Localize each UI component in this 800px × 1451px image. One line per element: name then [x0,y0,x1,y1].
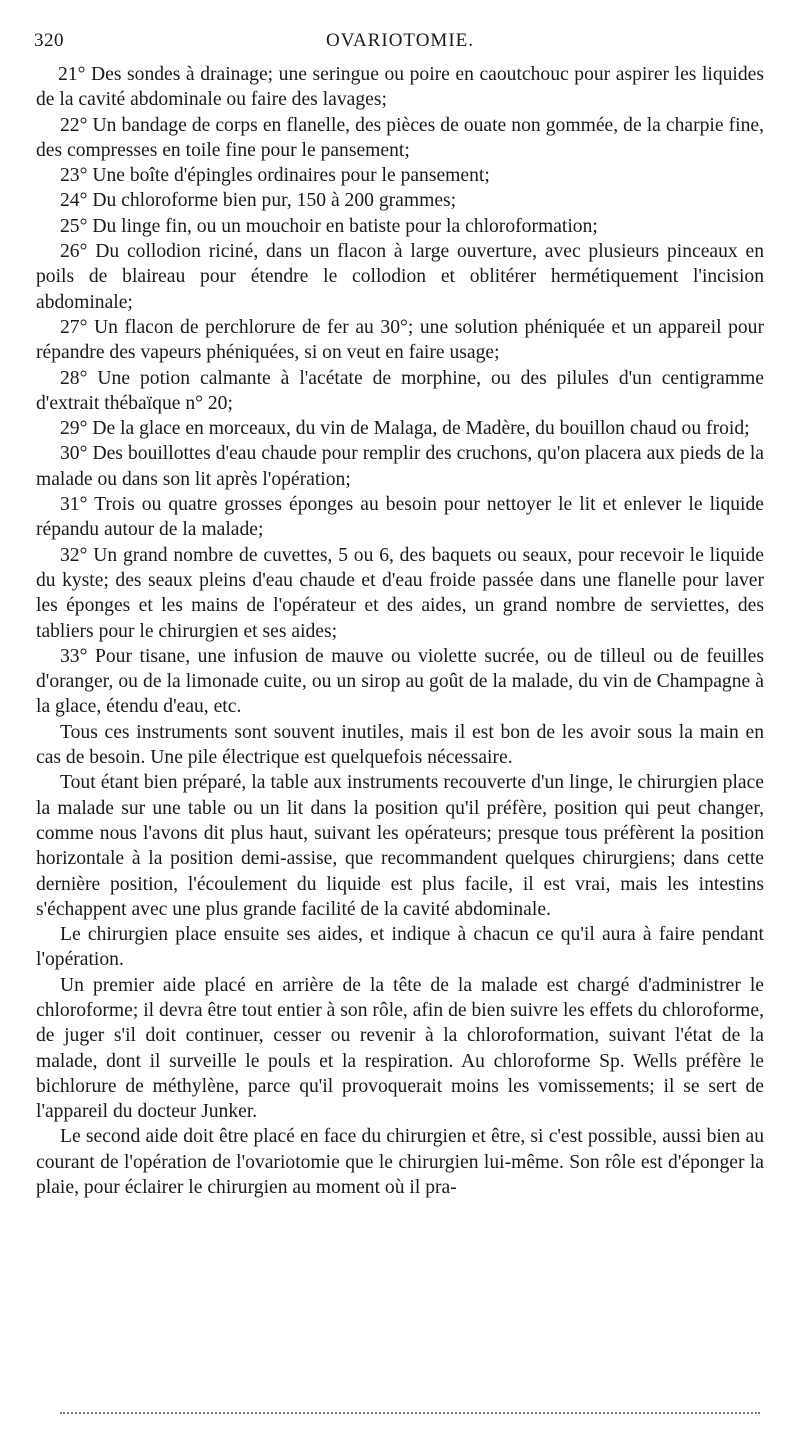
list-item-24: 24° Du chloroforme bien pur, 150 à 200 grammes; [60,190,457,212]
page-header [34,30,766,56]
paragraph-first-aide: Un premier aide placé en arrière de la tête de la malade est chargé d'administrer le chloroforme; il devra être tout entier à son rôle, afin de bien suivre les effets du chloroforme, de juger s'il doit continuer, cesser ou revenir à la chloroformation, suivant l'état de la malade, dont il surveille le pouls et la respiration. Au chloroforme Sp. Wells préfère le bichlorure de méthylène, parce qu'il provoquerait moins les vomissements; il se sert de l'appareil du docteur Junker. [36,974,764,1123]
paragraph-second-aide: Le second aide doit être placé en face du chirurgien et être, si c'est possible, aussi bien au courant de l'opération de l'ovariotomie que le chirurgien lui-même. Son rôle est d'éponger la plaie, pour éclairer le chirurgien au moment où il pra- [36,1126,764,1199]
list-item-28: 28° Une potion calmante à l'acétate de morphine, ou des pilules d'un centigramme d'extrait thébaïque n° 20; [36,367,764,414]
list-item-27: 27° Un flacon de perchlorure de fer au 30°; une solution phéniquée et un appareil pour répandre des vapeurs phéniquées, si on veut en faire usage; [36,316,764,364]
list-item-33: 33° Pour tisane, une infusion de mauve ou violette sucrée, ou de tilleul ou de feuilles d'oranger, ou de la limonade cuite, ou un sirop au goût de la malade, du vin de Champagne à la glace, étendu d'eau, etc. [36,645,764,718]
list-item-23: 23° Une boîte d'épingles ordinaires pour le pansement; [60,165,490,187]
paragraph-instruments: Tous ces instruments sont souvent inutiles, mais il est bon de les avoir sous la main en cas de besoin. Une pile électrique est quelquefois nécessaire. [36,721,764,769]
list-item-30: 30° Des bouillottes d'eau chaude pour remplir des cruchons, qu'on placera aux pieds de la malade ou dans son lit après l'opération; [36,443,764,490]
list-item-21: 21° Des sondes à drainage; une seringue ou poire en caoutchouc pour aspirer les liquides de la cavité abdominale ou faire des lavages; [36,64,764,111]
paragraph-preparation: Tout étant bien préparé, la table aux instruments recouverte d'un linge, le chirurgien place la malade sur une table ou un lit dans la position qu'il préfère, position qui peut changer, comme nous l'avons dit plus haut, suivant les opérateurs; presque tous préfèrent la position horizontale à la position demi-assise, que recommandent quelques chirurgiens; dans cette dernière position, l'écoulement du liquide est plus facile, il est vrai, mais les intestins s'échappent avec une plus grande facilité de la cavité abdominale. [36,772,764,920]
page-number: 320 [34,30,64,51]
list-item-26: 26° Du collodion riciné, dans un flacon à large ouverture, avec plusieurs pinceaux en poils de blaireau pour étendre le collodion et oblitérer hermétiquement l'incision abdominale; [36,241,764,313]
body-text [36,62,764,1200]
paragraph-aides: Le chirurgien place ensuite ses aides, et indique à chacun ce qu'il aura à faire pendant l'opération. [36,924,764,971]
list-item-25: 25° Du linge fin, ou un mouchoir en batiste pour la chloroformation; [60,215,598,237]
footer-rule [60,1412,760,1414]
running-title: OVARIOTOMIE. [326,30,474,51]
list-item-29: 29° De la glace en morceaux, du vin de Malaga, de Madère, du bouillon chaud ou froid; [60,418,750,440]
list-item-32: 32° Un grand nombre de cuvettes, 5 ou 6, des baquets ou seaux, pour recevoir le liquide du kyste; des seaux pleins d'eau chaude et d'eau froide passée dans une flanelle pour laver les éponges et les mains de l'opérateur et des aides, un grand nombre de serviettes, des tabliers pour le chirurgien et ses aides; [36,544,764,642]
list-item-31: 31° Trois ou quatre grosses éponges au besoin pour nettoyer le lit et enlever le liquide répandu autour de la malade; [36,494,764,541]
list-item-22: 22° Un bandage de corps en flanelle, des pièces de ouate non gommée, de la charpie fine, des compresses en toile fine pour le pansement; [36,114,764,161]
